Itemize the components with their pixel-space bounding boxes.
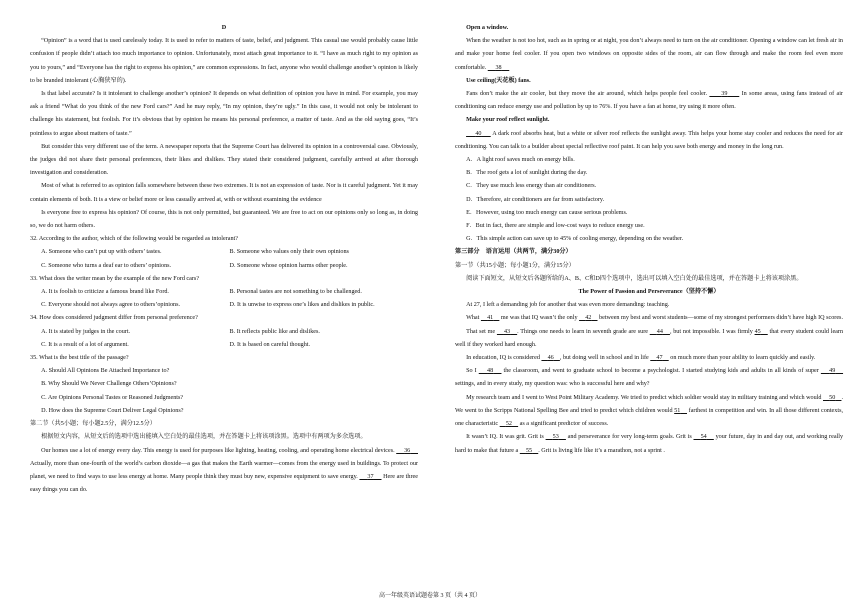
option: C. Everyone should not always agree to others’opinions. <box>41 302 181 309</box>
blank-number: 42 <box>585 315 592 322</box>
section-heading: 第二节（共5小题；每小题2.5分，满分12.5分） <box>30 421 156 428</box>
option: D．Therefore, air conditioners are far from satisfactory. <box>466 196 605 203</box>
section-instruction: 根据短文内容，从短文后的选项中选出能填入空白处的最佳选项，并在答题卡上将该项涂黑。选项中有两项为多余选项。 <box>41 434 367 441</box>
text-run: When the weather is not too hot, such as in spring or at night, you don’t always need to turn on the air conditioner. Opening a window can let fresh air in and make your home feel cooler. If you open two windows on opposite sides of the room, air can flow through and make the room feel even more comfortable. <box>455 38 843 71</box>
text-run: me was that IQ wasn’t the only <box>500 315 578 322</box>
blank-number: 41 <box>487 315 494 322</box>
cloze-title: The Power of Passion and Perseverance（坚持不懈） <box>578 289 720 296</box>
question-stem: 32. According to the author, which of the following would be regarded as intolerant? <box>30 236 238 243</box>
option-row <box>30 339 418 352</box>
question-stem: 33. What does the writer mean by the example of the new Ford cars? <box>30 275 200 282</box>
text-run: That set me <box>466 328 496 335</box>
option: A. It is stated by judges in the court. <box>41 328 131 335</box>
blank-48 <box>479 368 502 374</box>
blank-number: 44 <box>656 328 663 335</box>
subheading: Make your roof reflect sunlight. <box>466 117 550 124</box>
text-run: So I <box>466 368 477 375</box>
option-row <box>30 326 418 339</box>
text-run: as a significant predictor of success. <box>519 421 609 428</box>
question-stem: 35. What is the best title of the passage? <box>30 355 129 362</box>
option: A. Someone who can’t put up with others’ tastes. <box>41 249 162 256</box>
text-run: . Grit is living life like it’s a marathon, not a sprint . <box>538 447 665 454</box>
option-row <box>30 286 418 299</box>
blank-number: 49 <box>829 368 836 375</box>
blank-number: 45 <box>754 328 761 335</box>
option: D. How does the Supreme Court Deliver Legal Opinions? <box>41 407 184 414</box>
option: B. It reflects public like and dislikes. <box>229 328 320 335</box>
cloze-paragraph <box>455 392 843 432</box>
text-run: A dark roof absorbs heat, but a white or silver roof reflects the sunlight away. This helps your home stay cooler and reduces the need for air conditioning. You can talk to a builder about special reflective roof paint. It can help you save both energy and money in the long run. <box>455 130 843 150</box>
text-run: Our homes use a lot of energy every day. This energy is used for purposes like lighting, heating, cooling, and operating home electrical devices. <box>41 447 395 454</box>
text-run: your future, day in and day out, and working really hard to make that future a <box>455 434 844 454</box>
subheading: Open a window. <box>466 25 509 31</box>
page-footer: 高一年级英语试题卷第 3 页（共 4 页） <box>378 593 481 599</box>
blank-46 <box>541 355 559 361</box>
text-run: . We went to the Scripps National Spelling Bee and tried to predict which children would <box>455 394 843 414</box>
option-row <box>30 299 418 312</box>
option: A．A light roof saves much on energy bills. <box>466 157 575 164</box>
left-column <box>30 22 418 497</box>
blank-54 <box>694 434 714 440</box>
option: D. Someone whose opinion harms other people. <box>229 262 348 269</box>
option-row <box>30 260 418 273</box>
blank-number: 37 <box>367 473 374 480</box>
question-stem: 34. How does considered judgment differ from personal preference? <box>30 315 198 322</box>
passage-paragraph: Most of what is referred to as opinion falls somewhere between these two extremes. It is not an expression of taste. Nor is it careful judgment. Yet it may contain elements of both. It is a view or belief more or less casually arrived at, with or without examining the evidence <box>30 183 418 203</box>
option: B. Personal tastes are not something to be challenged. <box>229 289 362 296</box>
text-run: on much more than your ability to learn quickly and easily. <box>670 355 816 362</box>
text-run: and perseverance for very long-term goals. Grit is <box>567 434 692 441</box>
blank-52 <box>500 421 518 427</box>
blank-number: 43 <box>503 328 511 335</box>
blank-number: 50 <box>829 394 836 401</box>
right-column <box>455 22 843 458</box>
section-letter: D <box>221 25 227 31</box>
text-run: , but doing well in school and in life <box>559 355 649 362</box>
text-run: Actually, more than one-fourth of the world’s carbon dioxide—a gas that makes the Earth warmer—comes from the energy used in buildings. To protect our planet, we need to find ways to use less energy at home. Many people think they must buy new, expensive equipment to save energy. <box>30 460 418 480</box>
blank-38 <box>488 65 510 71</box>
section-instruction: 阅读下面短文，从短文后各题所给的A、B、C和D四个选项中，选出可以填入空白处的最佳选项，并在答题卡上将该项涂黑。 <box>466 275 803 282</box>
text-run: farthest in competition and win. In all those different contexts, one characteristic <box>455 407 843 428</box>
cloze-paragraph <box>455 365 843 391</box>
text-run: Fans don’t make the air cooler, but they move the air around, which helps people feel cooler. <box>466 91 708 98</box>
option: D. It is based on careful thought. <box>229 341 311 348</box>
passage-paragraph <box>30 445 418 498</box>
blank-39 <box>709 91 739 97</box>
option: D. It is unwise to express one’s likes and dislikes in public. <box>229 302 375 309</box>
blank-number: 52 <box>505 421 512 428</box>
option: A. It is foolish to criticize a famous brand like Ford. <box>41 289 169 296</box>
cloze-paragraph <box>455 431 843 457</box>
text-run: the classroom, and went to graduate school to become a psychologist. I started studying kids and adults in all kinds of super <box>503 368 819 375</box>
blank-36 <box>396 448 418 454</box>
option: E．However, using too much energy can cause serious problems. <box>466 209 628 216</box>
option: G．This simple action can save up to 45% of cooling energy, depending on the weather. <box>466 236 684 243</box>
blank-number: 51 <box>674 407 681 414</box>
text-run: My research team and I went to West Point Military Academy. We tried to predict which soldier would stay in military training and which would <box>466 394 822 401</box>
blank-49 <box>821 368 843 374</box>
passage-paragraph: Is that label accurate? Is it intolerant to challenge another’s opinion? It depends on what definition of opinion you have in mind. For example, you may ask a friend “What do you think of the new Ford cars?” And he may reply, “In my opinion, they’re ugly.” In this case, it would not only be intolerant to challenge his statement, but foolish. For it’s obvious that by opinion he means his personal preference, a matter of taste. And as the old saying goes, “It’s pointless to argue about matters of taste.” <box>30 91 418 137</box>
cloze-paragraph <box>455 312 843 325</box>
blank-number: 39 <box>721 91 728 98</box>
passage-paragraph: Is everyone free to express his opinion? Of course, this is not only permitted, but guaranteed. We are free to act on our opinions only so long as, in doing so, we do not harm others. <box>30 209 418 230</box>
part-heading: 第三部分 语言运用（共两节，满分30分） <box>455 249 572 256</box>
blank-40 <box>466 131 491 137</box>
blank-number: 40 <box>475 130 482 137</box>
option-row <box>30 246 418 259</box>
option: A. Should All Opinions Be Attached Importance to? <box>41 368 170 375</box>
option: B. Someone who values only their own opinions <box>229 249 349 256</box>
blank-number: 55 <box>525 447 533 454</box>
blank-50 <box>823 395 841 401</box>
blank-37 <box>359 474 381 480</box>
blank-47 <box>650 355 668 361</box>
blank-43 <box>497 329 517 335</box>
blank-number: 48 <box>487 368 494 375</box>
option: C. Someone who turns a deaf ear to others’ opinions. <box>41 262 172 269</box>
blank-42 <box>579 315 597 321</box>
blank-55 <box>520 448 538 454</box>
passage-paragraph <box>455 128 843 154</box>
blank-41 <box>481 315 499 321</box>
section-heading: 第一节（共15小题；每小题1分，满分15分） <box>455 262 575 269</box>
text-run: between my best and worst students—some of my strongest performers didn’t have high IQ scores. <box>599 315 843 322</box>
text-run: In some areas, using fans instead of air conditioning can reduce energy use and pollution by up to 76%. If you have a fan at home, try using it more often. <box>455 91 843 111</box>
text-run: that every student could learn well if they worked hard enough. <box>455 328 844 348</box>
blank-53 <box>546 434 566 440</box>
text-run: It wasn’t IQ. It was grit. Grit is <box>466 434 544 441</box>
option: B．The roof gets a lot of sunlight during the day. <box>466 170 588 177</box>
text-run: , but not impossible. I was firmly <box>669 328 753 335</box>
blank-number: 47 <box>656 355 663 362</box>
passage-paragraph <box>455 35 843 75</box>
blank-number: 53 <box>552 434 559 441</box>
passage-paragraph: But consider this very different use of the term. A newspaper reports that the Supreme Court has delivered its opinion in a controversial case. Obviously, the judges did not share their personal preferences, their likes and dislikes. They stated their considered judgment, carefully arrived at after thorough investigation and consideration. <box>30 143 418 177</box>
option: C. It is a result of a lot of argument. <box>41 341 129 348</box>
text-run: . Things one needs to learn in seventh grade are sure <box>517 328 648 335</box>
cloze-paragraph: At 27, I left a demanding job for another that was even more demanding: teaching. <box>466 302 670 309</box>
text-run: Here are three easy things you can do. <box>30 473 418 494</box>
text-run: In education, IQ is considered <box>466 355 540 362</box>
text-run: What <box>466 315 480 322</box>
blank-44 <box>650 329 670 335</box>
cloze-paragraph <box>455 326 843 352</box>
passage-paragraph: “Opinion” is a word that is used carelessly today. It is used to refer to matters of taste, belief, and judgment. This casual use would probably cause little confusion if people didn’t attach too much importance to opinion. Unfortunately, most attach great importance to it. “I have as much right to my opinion as you to yours,” and “Everyone has the right to express his opinion,” are common expressions. In fact, anyone who would challenge another’s opinion is likely to be branded intolerant (心胸狭窄的). <box>30 38 418 84</box>
passage-paragraph <box>455 88 843 114</box>
option: C．They use much less energy than air conditioners. <box>466 183 597 190</box>
blank-51 <box>674 408 687 414</box>
blank-number: 54 <box>700 434 707 441</box>
subheading: Use ceiling(天花板) fans. <box>466 77 531 84</box>
blank-number: 36 <box>404 447 411 454</box>
text-run: settings, and in every study, my question was: who is successful here and why? <box>455 381 650 388</box>
cloze-paragraph <box>455 352 843 365</box>
option: C. Are Opinions Personal Tastes or Reasoned Judgments? <box>41 394 184 401</box>
option: B. Why Should We Never Challenge Others’Opinions? <box>41 381 177 388</box>
blank-45 <box>755 329 768 335</box>
blank-number: 38 <box>495 64 502 71</box>
blank-number: 46 <box>547 355 554 362</box>
option: F．But in fact, there are simple and low-cost ways to reduce energy use. <box>466 223 645 230</box>
